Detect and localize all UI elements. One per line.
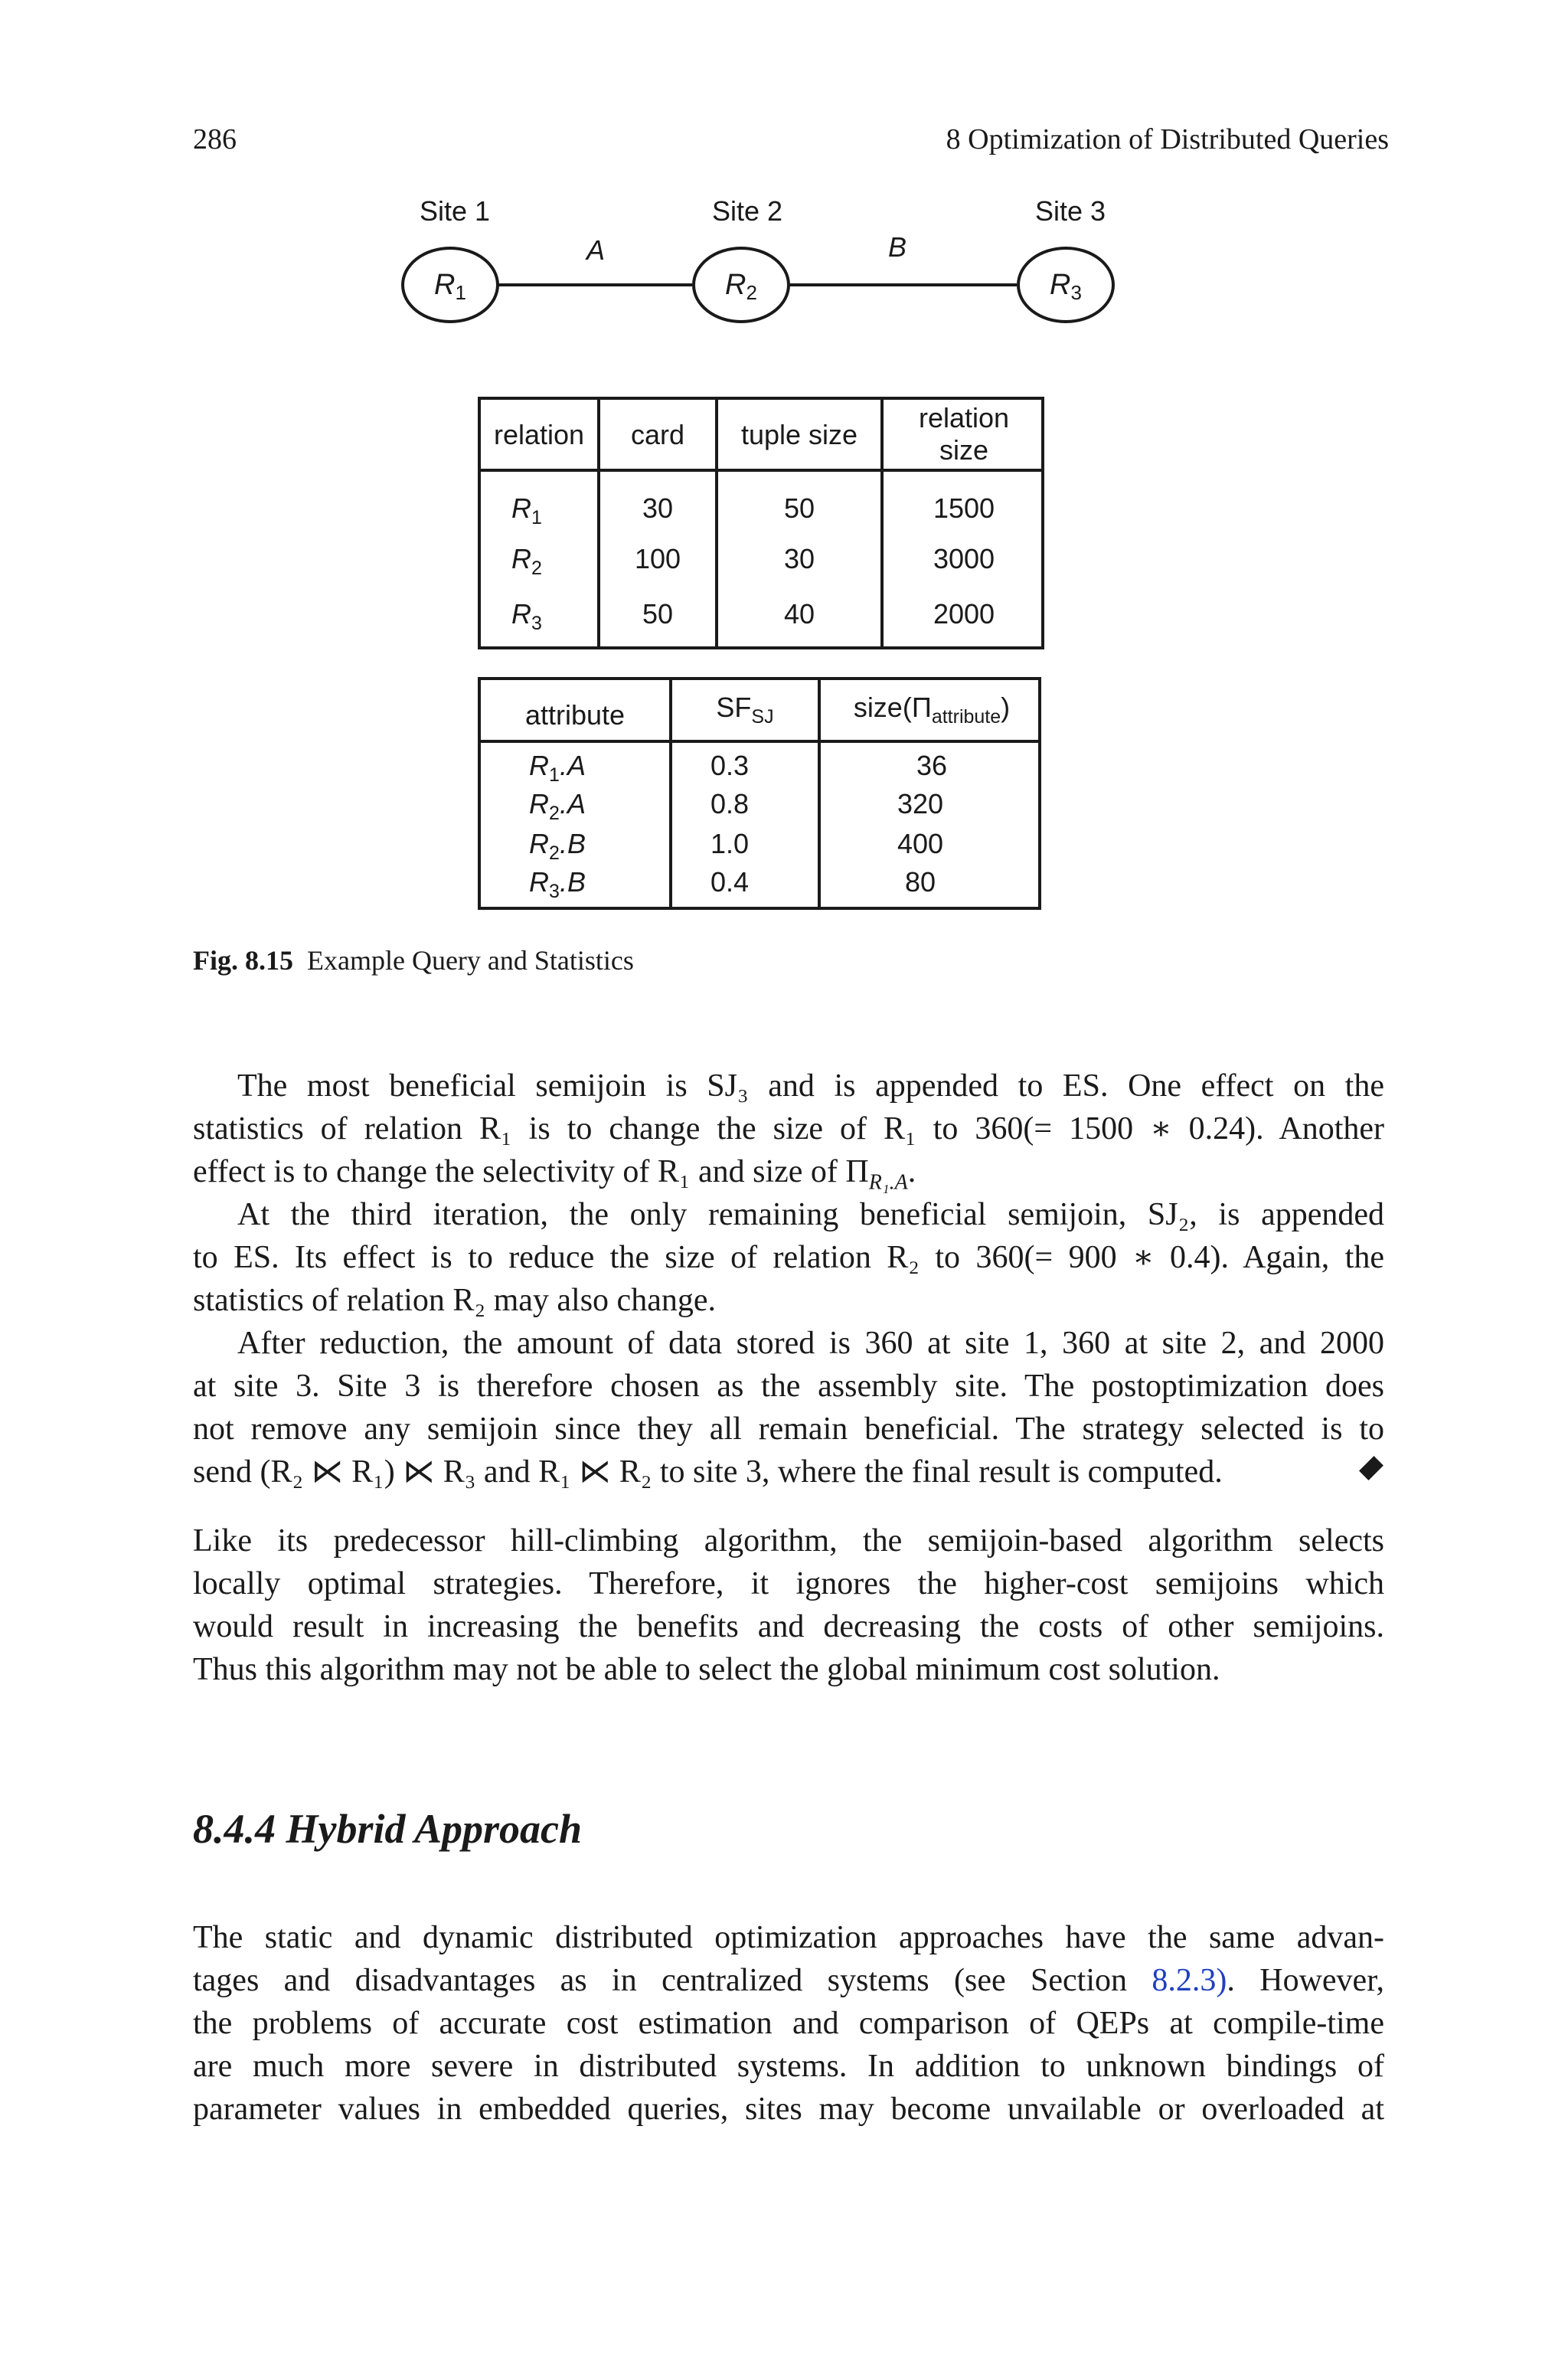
header-relation-size-line2: size: [939, 434, 989, 466]
table-cell-relation: $R_3$: [511, 598, 542, 634]
header-relation: relation: [493, 419, 585, 450]
running-chapter-title: 8 Optimization of Distributed Queries: [946, 123, 1389, 155]
edge-label-a: A: [586, 234, 606, 266]
paragraph-line: tages and disadvantages as in centralized systems (see Section 8.2.3). However,: [193, 1963, 1384, 1998]
table-cell-attribute: $R_2.B$: [529, 828, 586, 864]
table-cell-relation-size: 2000: [933, 598, 995, 630]
table-cell-sf: 0.3: [710, 750, 750, 781]
table-cell-tuple-size: 30: [783, 543, 815, 574]
paragraph-3: [193, 1322, 1384, 1493]
table-cell-card: 30: [642, 492, 674, 524]
paragraph-line: statistics of relation R₁ is to change the size of R₁ to 360(= 1500 ∗ 0.24). Another: [193, 1111, 1384, 1146]
table-cell-sf: 1.0: [710, 828, 750, 859]
figure-caption-text: Example Query and Statistics: [307, 945, 634, 976]
header-attribute: attribute: [524, 699, 626, 731]
node-r2-name: R: [725, 268, 746, 301]
header-card: card: [630, 419, 685, 450]
table-cell-relation: $R_1$: [511, 492, 542, 528]
paragraph-line: Thus this algorithm may not be able to select the global minimum cost solution.: [193, 1652, 1220, 1687]
paragraph-line: not remove any semijoin since they all remain beneficial. The strategy selected is to: [193, 1411, 1384, 1447]
site-2-label: Site 2: [712, 195, 783, 227]
edge-label-b: B: [888, 231, 907, 263]
edge-r1-r2: [498, 283, 692, 286]
table-cell-relation: $R_2$: [511, 543, 542, 579]
paragraph-1: [193, 1065, 1384, 1204]
paragraph-5: [193, 1916, 1384, 2131]
table-cell-attribute: $R_3.B$: [529, 866, 586, 902]
node-r3-name: R: [1050, 268, 1071, 301]
node-r2-sub: 2: [746, 280, 757, 304]
table-cell-card: 100: [634, 543, 681, 574]
paragraph-line: would result in increasing the benefits and decreasing the costs of other semijoins.: [193, 1609, 1384, 1644]
paragraph-line: parameter values in embedded queries, sites may become unvailable or overloaded at: [193, 2092, 1384, 2127]
table-cell-tuple-size: 50: [783, 492, 815, 524]
table-cell-attribute: $R_1.A$: [529, 750, 586, 786]
node-r3-sub: 3: [1070, 280, 1082, 304]
paragraph-line: Like its predecessor hill-climbing algorithm, the semijoin-based algorithm selects: [193, 1523, 1384, 1559]
table-cell-attribute: $R_2.A$: [529, 788, 586, 824]
paragraph-line: are much more severe in distributed systems. In addition to unknown bindings of: [193, 2049, 1384, 2084]
header-sf-sj: $SF_{SJ}$: [716, 692, 774, 728]
node-r1: [401, 247, 499, 323]
paragraph-line: at site 3. Site 3 is therefore chosen as the assembly site. The postoptimization does: [193, 1369, 1384, 1404]
paragraph-line: The most beneficial semijoin is SJ₃ and is appended to ES. One effect on the: [237, 1068, 1384, 1104]
table-cell-size: 80: [904, 866, 936, 898]
table-cell-card: 50: [642, 598, 674, 630]
table-divider: [481, 740, 1038, 743]
site-1-label: Site 1: [420, 195, 491, 227]
table-divider: [481, 469, 1041, 472]
paragraph-4: [193, 1519, 1384, 1691]
site-3-label: Site 3: [1035, 195, 1106, 227]
header-size-projection: $size(\Pi_{attribute})$: [853, 692, 1011, 728]
edge-r2-r3: [789, 283, 1017, 286]
table-cell-relation-size: 3000: [933, 543, 995, 574]
paragraph-line: statistics of relation R₂ may also change.: [193, 1283, 716, 1318]
table-cell-size: 400: [897, 828, 944, 859]
relation-stats-table: [478, 397, 1044, 649]
node-r3: [1017, 247, 1115, 323]
table-cell-size: 320: [897, 788, 944, 819]
table-cell-sf: 0.4: [710, 866, 750, 898]
paragraph-line: The static and dynamic distributed optimization approaches have the same advan-: [193, 1920, 1384, 1955]
node-r1-sub: 1: [455, 280, 466, 304]
section-link[interactable]: 8.2.3): [1152, 1963, 1227, 1998]
paragraph-2: [193, 1193, 1384, 1322]
section-title: 8.4.4 Hybrid Approach: [193, 1806, 583, 1852]
paragraph-line: locally optimal strategies. Therefore, it ignores the higher-cost semijoins which: [193, 1566, 1384, 1601]
table-cell-sf: 0.8: [710, 788, 750, 819]
table-cell-size: 36: [916, 750, 948, 781]
node-r1-name: R: [434, 268, 456, 301]
page-number: 286: [193, 123, 237, 155]
paragraph-line: send (R₂ ⋉ R₁) ⋉ R₃ and R₁ ⋉ R₂ to site 3, where the final result is computed.: [193, 1454, 1223, 1490]
paragraph-line: effect is to change the selectivity of R₁ and size of $\Pi_{R_1.A}$.: [193, 1154, 916, 1195]
header-tuple-size: tuple size: [740, 419, 858, 450]
paragraph-line: At the third iteration, the only remaining beneficial semijoin, SJ₂, is appended: [237, 1197, 1384, 1232]
table-cell-relation-size: 1500: [933, 492, 995, 524]
node-r2: [692, 247, 790, 323]
figure-caption: [193, 944, 634, 977]
attribute-stats-table: [478, 677, 1041, 910]
paragraph-line: the problems of accurate cost estimation and comparison of QEPs at compile-time: [193, 2006, 1384, 2041]
paragraph-line: to ES. Its effect is to reduce the size of relation R₂ to 360(= 900 ∗ 0.4). Again, the: [193, 1240, 1384, 1275]
figure-caption-label: Fig. 8.15: [193, 945, 293, 976]
paragraph-line: After reduction, the amount of data stored is 360 at site 1, 360 at site 2, and 2000: [237, 1326, 1384, 1361]
header-relation-size-line1: relation: [918, 402, 1010, 433]
table-cell-tuple-size: 40: [783, 598, 815, 630]
